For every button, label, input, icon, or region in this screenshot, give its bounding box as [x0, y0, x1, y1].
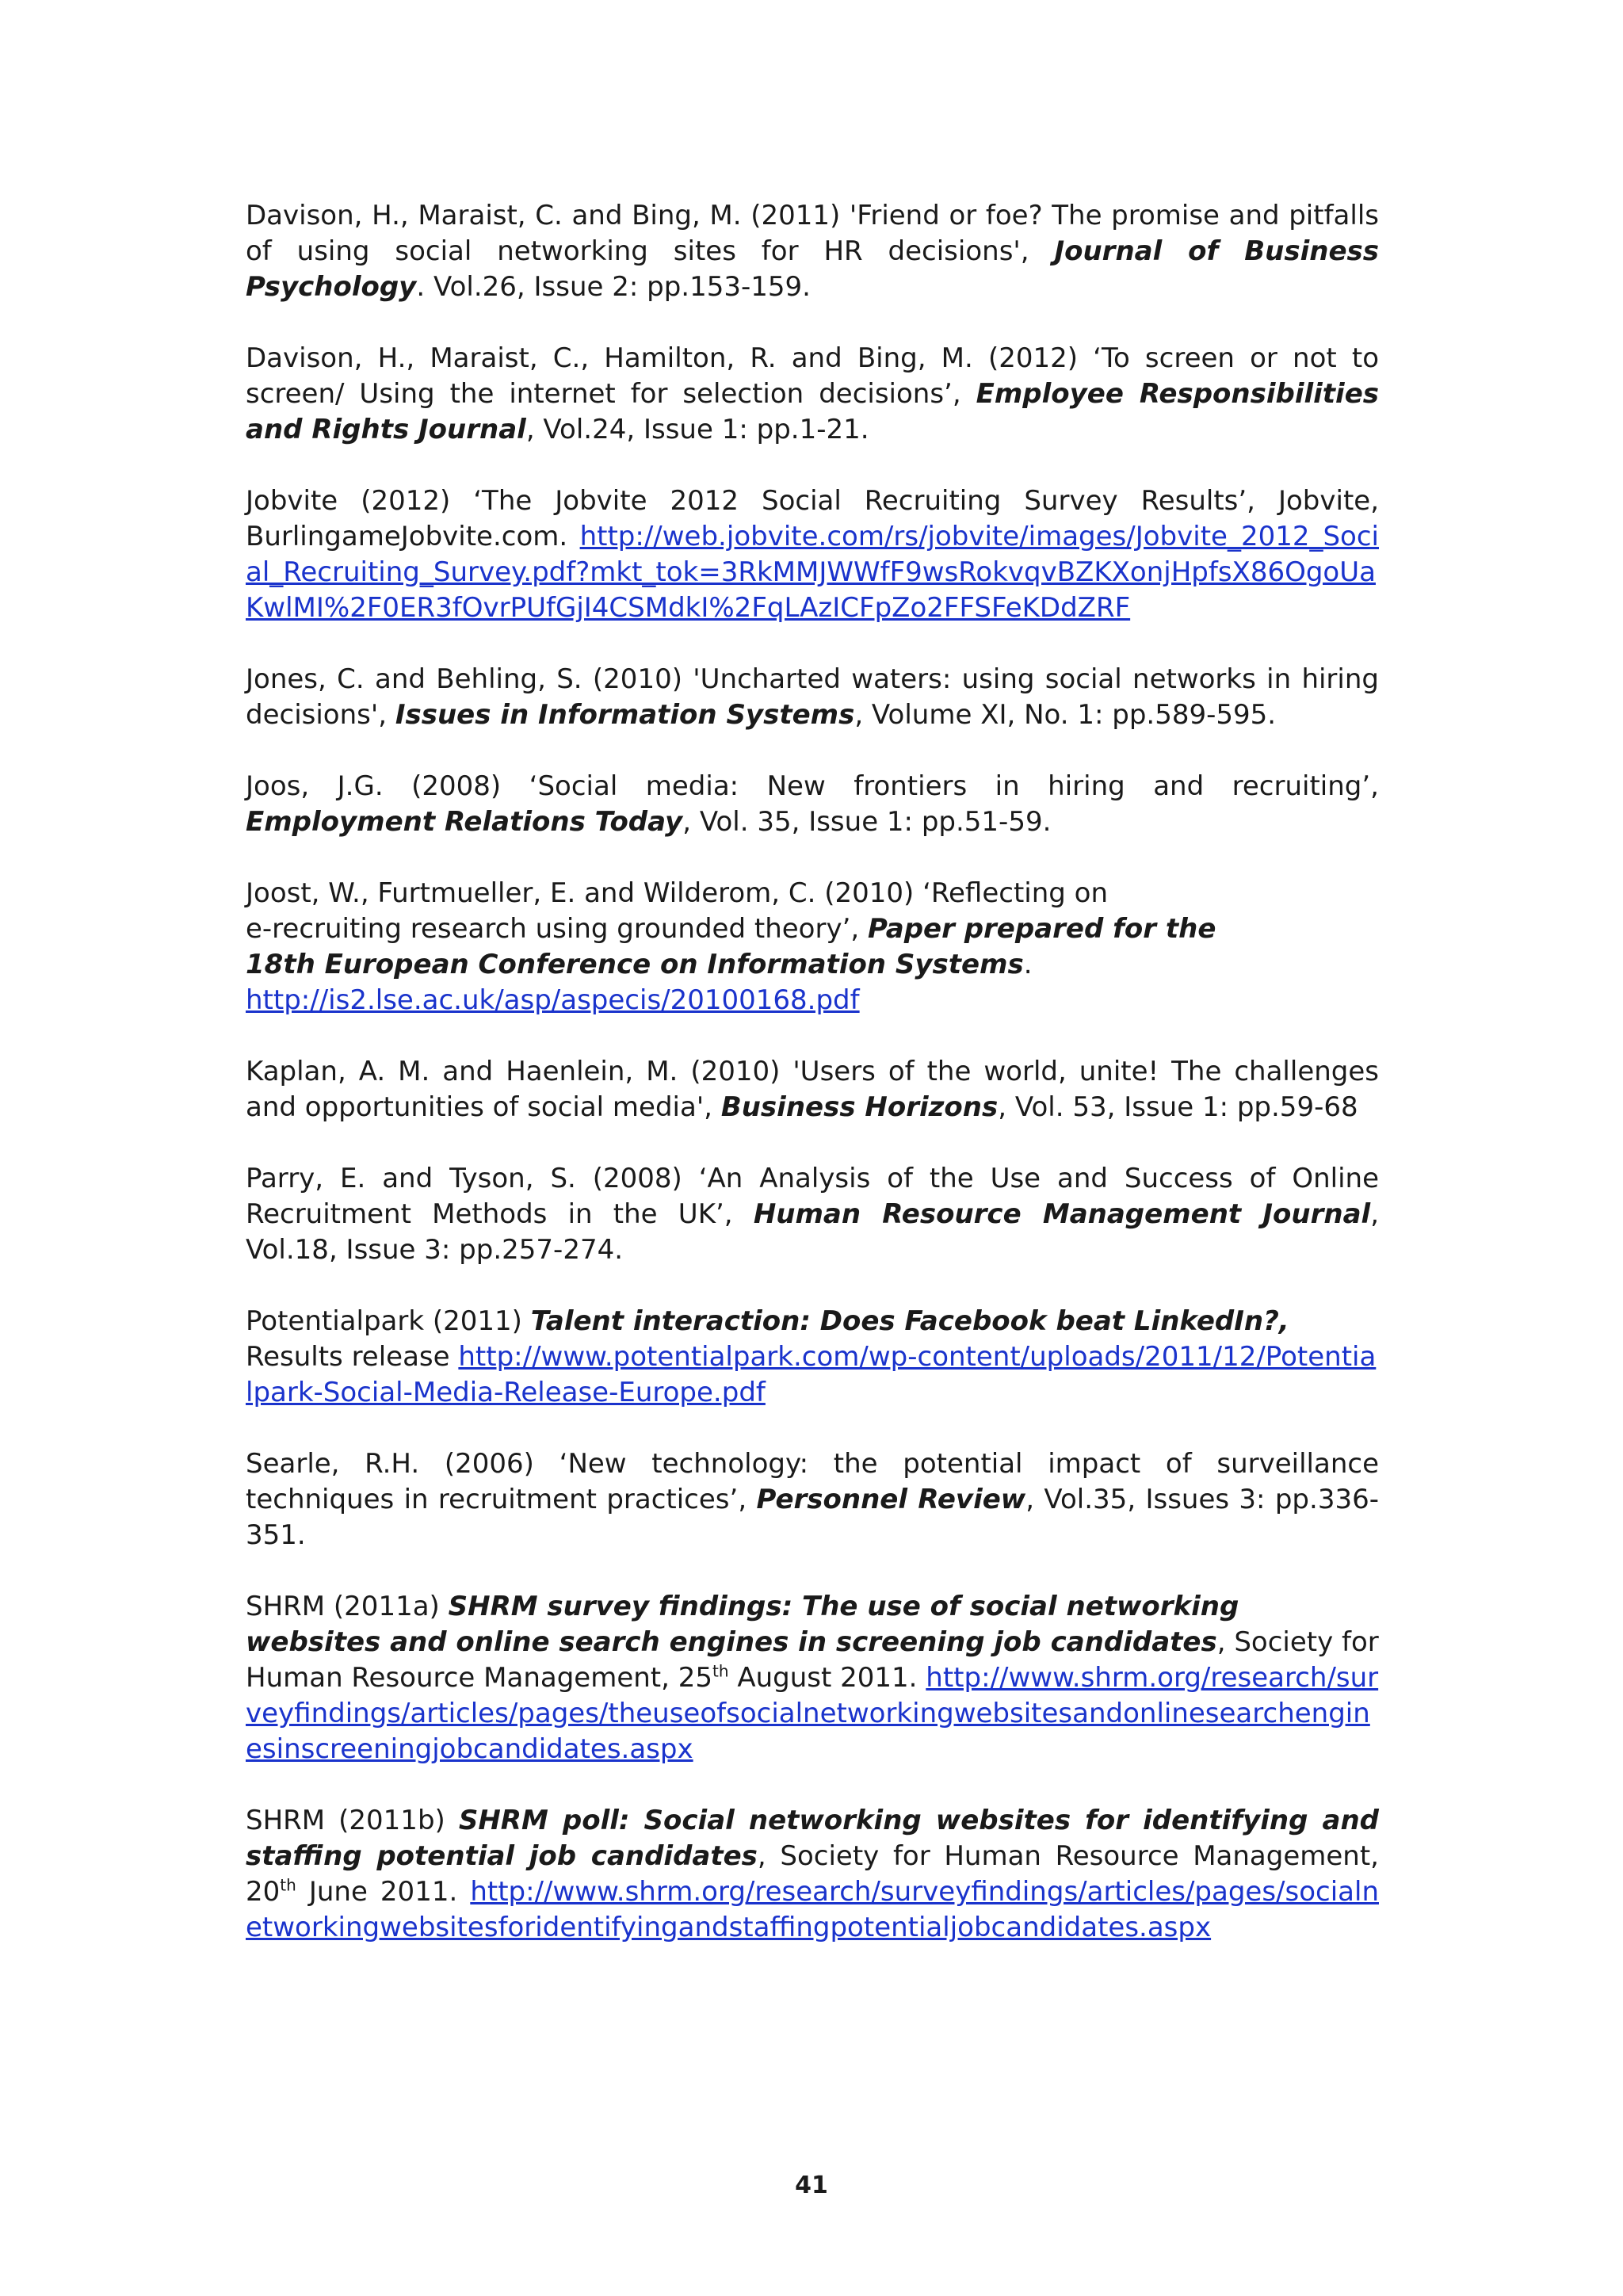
reference-source-title: Human Resource Management Journal	[753, 1198, 1371, 1230]
reference-link[interactable]: http://web.jobvite.com/rs/jobvite/images/Jobvite_2012_Social_Recruiting_Survey.pdf?mkt_tok=3RkMMJWWfF9wsRokvqvBZKXonjHpfsX86OgoUaKwlMI%2F0ER3fOvrPUfGjI4CSMdkI%2FqLAzICFpZo2FFSFeKDdZRF	[246, 521, 1379, 624]
reference-link[interactable]: http://www.potentialpark.com/wp-content/uploads/2011/12/Potentialpark-Social-Media-Release-Europe.pdf	[246, 1341, 1377, 1408]
reference-item: Jobvite (2012) ‘The Jobvite 2012 Social Recruiting Survey Results’, Jobvite, BurlingameJobvite.com. http://web.jobvite.com/rs/jobvite/images/Jobvite_2012_Social_Recruiting_Survey.pdf?mkt_tok=3RkMMJWWfF9wsRokvqvBZKXonjHpfsX86OgoUaKwlMI%2F0ER3fOvrPUfGjI4CSMdkI%2FqLAzICFpZo2FFSFeKDdZRF	[246, 485, 1379, 624]
reference-source-title: Business Horizons	[720, 1091, 999, 1123]
reference-item: Davison, H., Maraist, C. and Bing, M. (2011) 'Friend or foe? The promise and pitfalls of using social networking sites for HR decisions', Journal of Business Psychology. Vol.26, Issue 2: pp.153-159.	[246, 200, 1380, 303]
reference-source-title: SHRM poll: Social networking websites for identifying and staffing potential job candidates	[246, 1805, 1379, 1872]
reference-item: Potentialpark (2011) Talent interaction: Does Facebook beat LinkedIn?, Results release http://www.potentialpark.com/wp-content/uploads/2011/12/Potentialpark-Social-Media-Release-Europe.pdf	[246, 1305, 1377, 1408]
reference-link[interactable]: http://www.shrm.org/research/surveyfindings/articles/pages/theuseofsocialnetworkingwebsitesandonlinesearchenginesinscreeningjobcandidates.aspx	[246, 1662, 1379, 1765]
reference-source-title: Journal of Business Psychology	[246, 235, 1380, 303]
reference-link[interactable]: http://www.shrm.org/research/surveyfindings/articles/pages/socialnetworkingwebsitesforidentifyingandstaffingpotentialjobcandidates.aspx	[246, 1876, 1379, 1943]
reference-source-title: Employment Relations Today	[246, 806, 683, 838]
reference-item: Davison, H., Maraist, C., Hamilton, R. and Bing, M. (2012) ‘To screen or not to screen/ Using the internet for selection decisions’, Employee Responsibilities and Rights Journal, Vol.24, Issue 1: pp.1-21.	[246, 342, 1379, 445]
reference-item: SHRM (2011b) SHRM poll: Social networking websites for identifying and staffing potential job candidates, Society for Human Resource Management, 20th June 2011. http://www.shrm.org/research/surveyfindings/articles/pages/socialnetworkingwebsitesforidentifyingandstaffingpotentialjobcandidates.aspx	[246, 1805, 1379, 1943]
reference-item: Joos, J.G. (2008) ‘Social media: New frontiers in hiring and recruiting’, Employment Relations Today, Vol. 35, Issue 1: pp.51-59.	[246, 770, 1379, 838]
reference-source-title: Paper prepared for the	[868, 913, 1216, 945]
reference-link[interactable]: http://is2.lse.ac.uk/asp/aspecis/20100168.pdf	[246, 984, 860, 1016]
reference-item: Kaplan, A. M. and Haenlein, M. (2010) 'Users of the world, unite! The challenges and opportunities of social media', Business Horizons, Vol. 53, Issue 1: pp.59-68	[246, 1056, 1379, 1123]
reference-item: Parry, E. and Tyson, S. (2008) ‘An Analysis of the Use and Success of Online Recruitment Methods in the UK’, Human Resource Management Journal, Vol.18, Issue 3: pp.257-274.	[246, 1163, 1379, 1266]
reference-list	[246, 198, 1379, 1981]
page-number: 41	[795, 2172, 828, 2199]
reference-item: Jones, C. and Behling, S. (2010) 'Uncharted waters: using social networks in hiring decisions', Issues in Information Systems, Volume XI, No. 1: pp.589-595.	[246, 663, 1379, 731]
reference-source-title: Issues in Information Systems	[395, 699, 855, 731]
reference-item: Joost, W., Furtmueller, E. and Wilderom, C. (2010) ‘Reflecting on e-recruiting research using grounded theory’, Paper prepared for the 18th European Conference on Information Systems. http://is2.lse.ac.uk/asp/aspecis/20100168.pdf	[246, 877, 1216, 1016]
reference-source-title: Personnel Review	[756, 1484, 1026, 1515]
reference-source-title: Talent interaction: Does Facebook beat LinkedIn?,	[530, 1305, 1289, 1337]
reference-item: Searle, R.H. (2006) ‘New technology: the potential impact of surveillance techniques in recruitment practices’, Personnel Review, Vol.35, Issues 3: pp.336-351.	[246, 1448, 1379, 1551]
reference-source-title: SHRM survey findings: The use of social networking websites and online search engines in screening job candidates	[246, 1591, 1239, 1658]
reference-source-title: 18th European Conference on Information Systems	[246, 949, 1024, 980]
reference-item: SHRM (2011a) SHRM survey findings: The use of social networking websites and online search engines in screening job candidates, Society for Human Resource Management, 25th August 2011. http://www.shrm.org/research/surveyfindings/articles/pages/theuseofsocialnetworkingwebsitesandonlinesearchenginesinscreeningjobcandidates.aspx	[246, 1591, 1379, 1765]
reference-source-title: Employee Responsibilities and Rights Journal	[246, 378, 1379, 445]
